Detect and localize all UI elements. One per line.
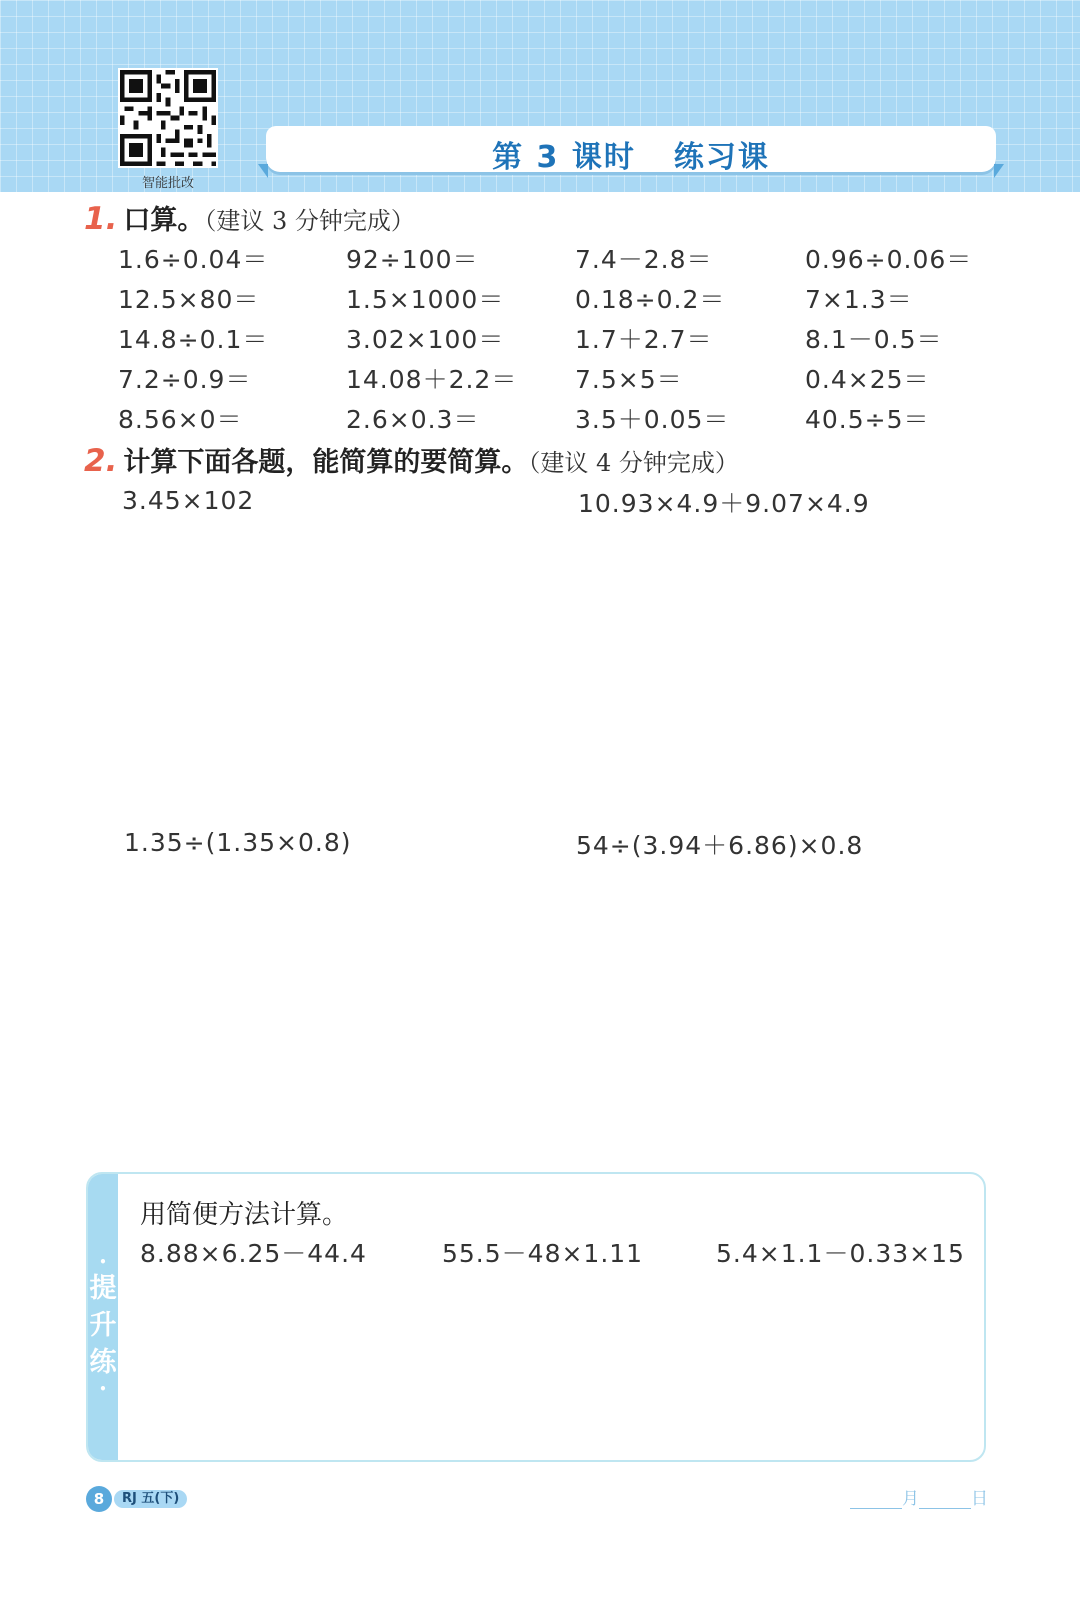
q2-item: 3.45×102 [122, 486, 255, 515]
edition-label: RJ 五(下) [114, 1490, 187, 1508]
q1-heading [84, 198, 415, 237]
oral-item: 1.7＋2.7＝ [575, 325, 713, 354]
q2-time-note: （建议 4 分钟完成） [528, 449, 739, 477]
oral-item: 7.4－2.8＝ [575, 245, 713, 274]
oral-item: 7×1.3＝ [805, 285, 913, 314]
oral-row [118, 360, 998, 400]
oral-item: 3.02×100＝ [346, 325, 505, 354]
qr-caption: 智能批改 [141, 176, 194, 191]
oral-row [118, 400, 998, 440]
oral-item: 1.6÷0.04＝ [118, 245, 269, 274]
page-number: 8 [86, 1486, 112, 1512]
q2-item: 54÷(3.94＋6.86)×0.8 [576, 831, 864, 860]
boost-item: 5.4×1.1－0.33×15 [716, 1239, 965, 1268]
boost-title: 用简便方法计算。 [140, 1200, 349, 1230]
oral-item: 8.56×0＝ [118, 405, 243, 434]
month-blank[interactable] [850, 1490, 902, 1509]
lesson-name: 练习课 [673, 140, 770, 175]
oral-item: 0.18÷0.2＝ [575, 285, 726, 314]
q2-item: 10.93×4.9＋9.07×4.9 [578, 489, 870, 518]
q1-number: 1. [84, 201, 118, 237]
lesson-title [266, 132, 996, 176]
oral-item: 3.5＋0.05＝ [575, 405, 730, 434]
q2-heading [84, 440, 739, 479]
lesson-number: 第 3 课时 [492, 140, 636, 175]
q1-time-note: （建议 3 分钟完成） [204, 207, 415, 235]
qr-code-icon[interactable] [118, 68, 218, 168]
boost-label-char: 练 [89, 1347, 117, 1378]
q2-item: 1.35÷(1.35×0.8) [124, 828, 352, 857]
q2-number: 2. [84, 443, 118, 479]
oral-row [118, 280, 998, 320]
oral-item: 0.96÷0.06＝ [805, 245, 973, 274]
day-blank[interactable] [919, 1490, 971, 1509]
oral-item: 7.5×5＝ [575, 365, 683, 394]
boost-side-bar [88, 1174, 118, 1460]
oral-item: 12.5×80＝ [118, 285, 260, 314]
month-label: 月 [902, 1489, 919, 1509]
oral-item: 92÷100＝ [346, 245, 479, 274]
boost-item: 8.88×6.25－44.4 [140, 1239, 367, 1268]
boost-label-char: 升 [89, 1310, 117, 1341]
oral-item: 8.1－0.5＝ [805, 325, 943, 354]
boost-item: 55.5－48×1.11 [442, 1239, 644, 1268]
date-fill-line [850, 1484, 988, 1509]
oral-row [118, 320, 998, 360]
oral-calc-grid [118, 240, 998, 440]
oral-row [118, 240, 998, 280]
oral-item: 7.2÷0.9＝ [118, 365, 252, 394]
oral-item: 40.5÷5＝ [805, 405, 930, 434]
lesson-title-banner [266, 126, 996, 175]
oral-item: 0.4×25＝ [805, 365, 930, 394]
oral-item: 2.6×0.3＝ [346, 405, 480, 434]
oral-item: 14.08＋2.2＝ [346, 365, 518, 394]
boost-label-char: 提 [89, 1273, 117, 1304]
day-label: 日 [971, 1489, 988, 1509]
oral-item: 1.5×1000＝ [346, 285, 505, 314]
oral-item: 14.8÷0.1＝ [118, 325, 269, 354]
boost-label: • 提 升 练 • [89, 1255, 117, 1396]
q1-title: 口算。 [123, 205, 205, 236]
q2-title: 计算下面各题，能简算的要简算。 [123, 447, 529, 478]
